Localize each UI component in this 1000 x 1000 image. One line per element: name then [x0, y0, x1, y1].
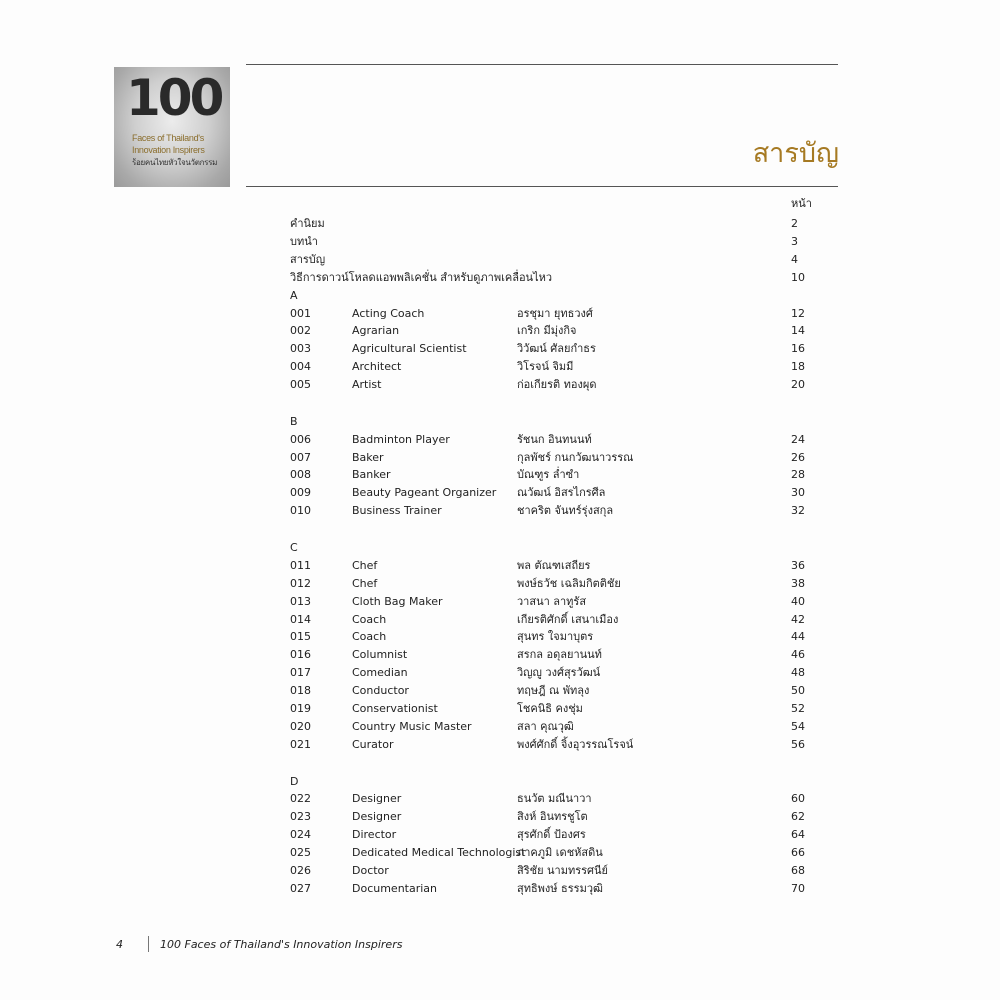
entry-name: สรกล อดุลยานนท์ — [517, 648, 602, 662]
entry-profession: Documentarian — [352, 881, 438, 895]
entry-profession: Beauty Pageant Organizer — [352, 486, 497, 500]
entry-page: 44 — [791, 630, 805, 644]
entry-profession: Director — [352, 828, 397, 842]
logo-subtitle-line2: Innovation Inspirers — [132, 145, 205, 155]
entry-page: 62 — [791, 810, 805, 824]
entry-name: ธนวัต มณีนาวา — [517, 792, 592, 806]
entry-number: 014 — [290, 612, 311, 626]
entry-page: 54 — [791, 719, 805, 733]
intro-label: บทนำ — [290, 234, 318, 248]
entry-page: 38 — [791, 576, 805, 590]
entry-number: 018 — [290, 684, 311, 698]
intro-label: คำนิยม — [290, 217, 325, 230]
entry-profession: Coach — [352, 612, 387, 626]
entry-page: 30 — [791, 486, 805, 500]
entry-name: พงศ์ศักดิ์ จิ้งอุวรรณโรจน์ — [517, 737, 634, 751]
entry-name: ภาคภูมิ เดชหัสดิน — [517, 846, 603, 860]
logo-number: 100 — [126, 69, 222, 127]
entry-profession: Conservationist — [352, 702, 438, 716]
entry-number: 011 — [290, 558, 311, 572]
entry-profession: Chef — [352, 558, 378, 572]
entry-page: 40 — [791, 594, 805, 608]
entry-name: บัณฑูร ล่ำซำ — [517, 468, 580, 482]
entry-profession: Country Music Master — [352, 719, 472, 733]
entry-name: สุทธิพงษ์ ธรรมวุฒิ — [517, 881, 603, 895]
page-column-label: หน้า — [791, 197, 812, 210]
entry-number: 009 — [290, 486, 311, 500]
entry-page: 12 — [791, 306, 805, 320]
entry-profession: Artist — [352, 378, 382, 392]
entry-profession: Banker — [352, 468, 391, 482]
title-divider — [246, 186, 838, 187]
entry-page: 68 — [791, 864, 805, 878]
entry-profession: Coach — [352, 630, 387, 644]
entry-number: 020 — [290, 719, 311, 733]
logo-subtitle-thai: ร้อยคนไทยหัวใจนวัตกรรม — [132, 158, 218, 167]
entry-number: 023 — [290, 810, 311, 824]
entry-name: สิงห์ อินทรชูโต — [517, 810, 588, 824]
entry-profession: Acting Coach — [352, 306, 425, 320]
entry-number: 016 — [290, 648, 311, 662]
entry-profession: Cloth Bag Maker — [352, 594, 443, 608]
entry-number: 012 — [290, 576, 311, 590]
entry-number: 019 — [290, 702, 311, 716]
entry-page: 14 — [791, 324, 805, 338]
entry-profession: Designer — [352, 792, 402, 806]
entry-number: 025 — [290, 846, 311, 860]
section-letter: D — [290, 774, 299, 788]
entry-name: ชาคริต จันทร์รุ่งสกุล — [517, 504, 614, 518]
entry-number: 024 — [290, 828, 311, 842]
entry-number: 022 — [290, 792, 311, 806]
entry-profession: Conductor — [352, 684, 409, 698]
page-title: สารบัญ — [752, 138, 839, 169]
entry-page: 24 — [791, 432, 805, 446]
entry-name: โชคนิธิ คงชุ่ม — [517, 702, 583, 716]
entry-name: เกียรติศักดิ์ เสนาเมือง — [517, 612, 619, 626]
entry-profession: Doctor — [352, 864, 389, 878]
entry-page: 26 — [791, 450, 805, 464]
entry-page: 52 — [791, 702, 805, 716]
entry-profession: Agrarian — [352, 324, 400, 338]
entry-number: 004 — [290, 360, 311, 374]
section-letter: A — [290, 288, 298, 302]
entry-page: 32 — [791, 504, 805, 518]
entry-page: 20 — [791, 378, 805, 392]
entry-profession: Chef — [352, 576, 378, 590]
entry-name: พล ตัณฑเสถียร — [517, 558, 591, 572]
entry-profession: Badminton Player — [352, 432, 450, 446]
entry-page: 60 — [791, 792, 805, 806]
entry-number: 007 — [290, 450, 311, 464]
entry-profession: Columnist — [352, 648, 408, 662]
entry-profession: Architect — [352, 360, 402, 374]
footer-separator — [148, 936, 149, 952]
entry-number: 027 — [290, 881, 311, 895]
entry-page: 66 — [791, 846, 805, 860]
entry-name: วิวัฒน์ ศัลยกำธร — [517, 342, 596, 356]
footer-page-number: 4 — [116, 938, 123, 951]
entry-number: 013 — [290, 594, 311, 608]
entry-number: 001 — [290, 306, 311, 320]
entry-name: สิริชัย นามทรรศนีย์ — [517, 864, 608, 878]
entry-profession: Agricultural Scientist — [352, 342, 467, 356]
entry-profession: Comedian — [352, 666, 408, 680]
entry-profession: Business Trainer — [352, 504, 442, 518]
entry-name: ก่อเกียรติ ทองผุด — [517, 378, 597, 392]
entry-number: 021 — [290, 737, 311, 751]
entry-profession: Baker — [352, 450, 384, 464]
entry-page: 50 — [791, 684, 805, 698]
logo-subtitle-line1: Faces of Thailand's — [132, 133, 204, 143]
entry-name: วิญญู วงศ์สุรวัฒน์ — [517, 666, 601, 680]
entry-page: 56 — [791, 737, 805, 751]
entry-page: 16 — [791, 342, 805, 356]
entry-page: 70 — [791, 881, 805, 895]
entry-number: 003 — [290, 342, 311, 356]
entry-name: ทฤษฎี ณ พัทลุง — [517, 684, 590, 698]
entry-name: สลา คุณวุฒิ — [517, 719, 574, 733]
intro-label: สารบัญ — [290, 252, 326, 266]
entry-number: 017 — [290, 666, 311, 680]
entry-name: กุลพัชร์ กนกวัฒนาวรรณ — [517, 450, 634, 464]
entry-name: เกริก มีมุ่งกิจ — [517, 324, 577, 338]
entry-name: พงษ์ธวัช เฉลิมกิตติชัย — [517, 576, 621, 590]
intro-page: 4 — [791, 252, 798, 266]
footer-book-title: 100 Faces of Thailand's Innovation Inspirers — [160, 938, 403, 951]
intro-label: วิธีการดาวน์โหลดแอพพลิเคชั่น สำหรับดูภาพเคลื่อนไหว — [290, 270, 553, 284]
entry-page: 48 — [791, 666, 805, 680]
entry-page: 46 — [791, 648, 805, 662]
entry-profession: Dedicated Medical Technologist — [352, 846, 526, 860]
entry-page: 64 — [791, 828, 805, 842]
entry-number: 008 — [290, 468, 311, 482]
intro-page: 10 — [791, 270, 805, 284]
entry-page: 18 — [791, 360, 805, 374]
entry-name: วาสนา ลาทูรัส — [517, 594, 587, 608]
entry-number: 026 — [290, 864, 311, 878]
intro-page: 3 — [791, 234, 798, 248]
entry-name: รัชนก อินทนนท์ — [517, 432, 592, 446]
entry-number: 002 — [290, 324, 311, 338]
intro-page: 2 — [791, 217, 798, 230]
entry-page: 42 — [791, 612, 805, 626]
entry-number: 015 — [290, 630, 311, 644]
entry-name: สุนทร ใจมาบุตร — [517, 630, 594, 644]
entry-profession: Curator — [352, 737, 394, 751]
entry-name: วิโรจน์ จิมมี — [517, 360, 574, 374]
section-letter: B — [290, 414, 298, 428]
entry-page: 28 — [791, 468, 805, 482]
section-letter: C — [290, 540, 298, 554]
entry-page: 36 — [791, 558, 805, 572]
entry-name: อรชุมา ยุทธวงศ์ — [517, 306, 593, 320]
entry-number: 005 — [290, 378, 311, 392]
entry-profession: Designer — [352, 810, 402, 824]
entry-number: 006 — [290, 432, 311, 446]
top-divider — [246, 64, 838, 65]
entry-number: 010 — [290, 504, 311, 518]
book-logo — [114, 67, 230, 187]
entry-name: สุรศักดิ์ ป้องศร — [517, 828, 586, 842]
entry-name: ณวัฒน์ อิสรไกรศีล — [517, 486, 606, 500]
